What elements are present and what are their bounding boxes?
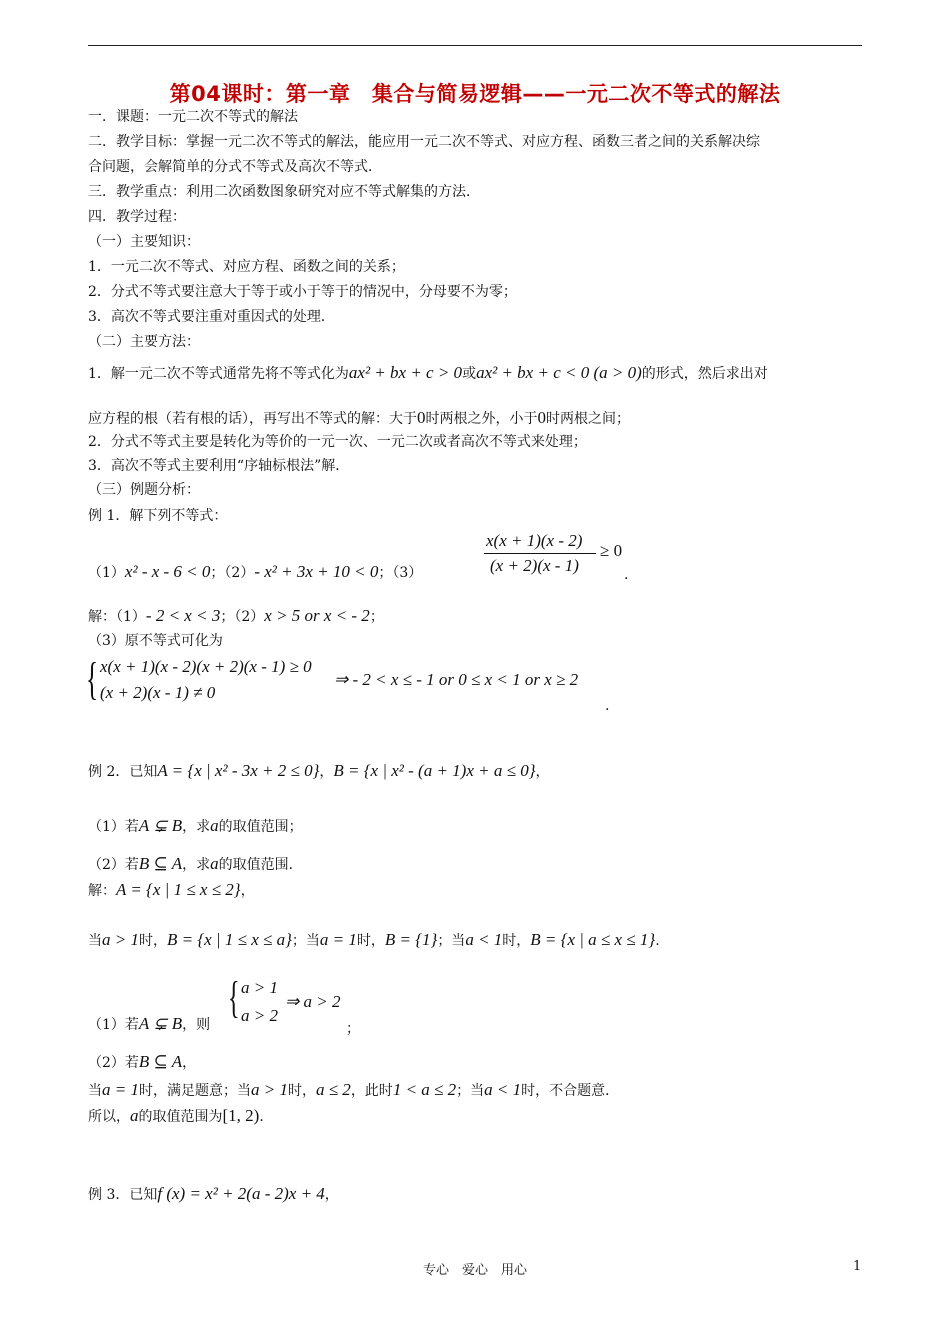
math-formula: ⇒ - 2 < x ≤ - 1 or 0 ≤ x < 1 or x ≥ 2 — [334, 670, 579, 689]
text-line: 1．一元二次不等式、对应方程、函数之间的关系； — [88, 259, 405, 275]
method-line-1: 1．解一元二次不等式通常先将不等式化为ax² + bx + c > 0或ax² + bx + c < 0 (a > 0)的形式，然后求出对 — [88, 363, 768, 382]
math-formula: ≥ 0 — [600, 541, 623, 560]
text-line: 2．分式不等式要注意大于等于或小于等于的情况中，分母要不为零； — [88, 284, 517, 300]
answer-part2-cases: 当a = 1时，满足题意；当a > 1时，a ≤ 2，此时1 < a ≤ 2；当a < 1时，不合题意． — [88, 1080, 620, 1099]
math-formula: a > 2 — [241, 1006, 278, 1025]
text-line: 3．高次不等式要注重对重因式的处理． — [88, 309, 335, 325]
fraction-denominator: (x + 2)(x - 1) — [490, 556, 579, 575]
text-line: （一）主要知识： — [88, 234, 200, 250]
text-line: 四．教学过程： — [88, 209, 186, 225]
text-line: 一．课题：一元二次不等式的解法 — [88, 109, 298, 125]
answer-part2-line: （2）若B ⊆ A， — [88, 1052, 197, 1071]
system-brace: { — [86, 653, 99, 704]
math-formula: - 2 < x < 3 — [145, 606, 221, 625]
math-formula: B ⊆ A — [138, 854, 183, 873]
math-formula: B = {x | x² - (a + 1)x + a ≤ 0} — [333, 761, 536, 780]
math-formula: a > 1 — [241, 978, 278, 997]
method-line-2: 应方程的根（若有根的话），再写出不等式的解：大于0时两根之外，小于0时两根之间； — [88, 408, 630, 427]
math-formula: x² - x - 6 < 0 — [124, 562, 211, 581]
fraction-bar — [484, 553, 596, 554]
text-line: 三．教学重点：利用二次函数图象研究对应不等式解集的方法． — [88, 184, 480, 200]
math-formula: ax² + bx + c < 0 (a > 0) — [476, 363, 642, 382]
answer-conclusion: 所以，a的取值范围为[1, 2)． — [88, 1106, 274, 1125]
example2-line: 例 2．已知A = {x | x² - 3x + 2 ≤ 0}，B = {x | x² - (a + 1)x + a ≤ 0}， — [88, 761, 550, 780]
system-brace: { — [228, 973, 240, 1022]
math-formula: (x + 2)(x - 1) ≠ 0 — [100, 683, 216, 702]
math-formula: A ⊊ B — [138, 816, 183, 835]
text-line: 合问题，会解简单的分式不等式及高次不等式． — [88, 159, 382, 175]
math-formula: f (x) = x² + 2(a - 2)x + 4 — [157, 1184, 325, 1203]
page-number: 1 — [853, 1259, 862, 1274]
math-formula: x > 5 or x < - 2 — [264, 606, 370, 625]
text-line: （二）主要方法： — [88, 334, 200, 350]
text-line: 二．教学目标：掌握一元二次不等式的解法，能应用一元二次不等式、对应方程、函数三者之间的关系解决综 — [88, 134, 760, 150]
math-formula: ⇒ a > 2 — [285, 992, 341, 1011]
text-line: 例 1．解下列不等式： — [88, 508, 228, 524]
text-line: 2．分式不等式主要是转化为等价的一元一次、一元二次或者高次不等式来处理； — [88, 434, 587, 450]
text-line: 3．高次不等式主要利用“序轴标根法”解． — [88, 458, 350, 474]
solution1-line: 解：（1）- 2 < x < 3；（2）x > 5 or x < - 2； — [88, 606, 384, 625]
header-rule — [88, 45, 862, 46]
example3-line: 例 3．已知f (x) = x² + 2(a - 2)x + 4， — [88, 1184, 339, 1203]
math-formula: A = {x | x² - 3x + 2 ≤ 0} — [157, 761, 320, 780]
math-formula: ax² + bx + c > 0 — [348, 363, 463, 382]
answer-line: 解：A = {x | 1 ≤ x ≤ 2}， — [88, 880, 255, 899]
text-line: （3）原不等式可化为 — [88, 633, 223, 649]
question1-line: （1）若A ⊊ B，求a的取值范围； — [88, 816, 303, 835]
math-formula: - x² + 3x + 10 < 0 — [254, 562, 379, 581]
answer-cases-line: 当a > 1时，B = {x | 1 ≤ x ≤ a}；当a = 1时，B = {1}；当a < 1时，B = {x | a ≤ x ≤ 1}. — [88, 930, 660, 949]
example1-line: （1）x² - x - 6 < 0；（2）- x² + 3x + 10 < 0；（3） — [88, 562, 423, 581]
answer-part1-line: （1）若A ⊊ B，则 — [88, 1014, 211, 1033]
math-formula: x(x + 1)(x - 2)(x + 2)(x - 1) ≥ 0 — [100, 657, 312, 676]
page-footer: 专心 爱心 用心 — [422, 1263, 527, 1278]
question2-line: （2）若B ⊆ A，求a的取值范围． — [88, 854, 303, 873]
fraction-numerator: x(x + 1)(x - 2) — [486, 531, 583, 550]
math-formula: A = {x | 1 ≤ x ≤ 2} — [116, 880, 241, 899]
text-line: （三）例题分析： — [88, 482, 200, 498]
page-title: 第04课时：第一章 集合与简易逻辑——一元二次不等式的解法 — [169, 82, 781, 106]
